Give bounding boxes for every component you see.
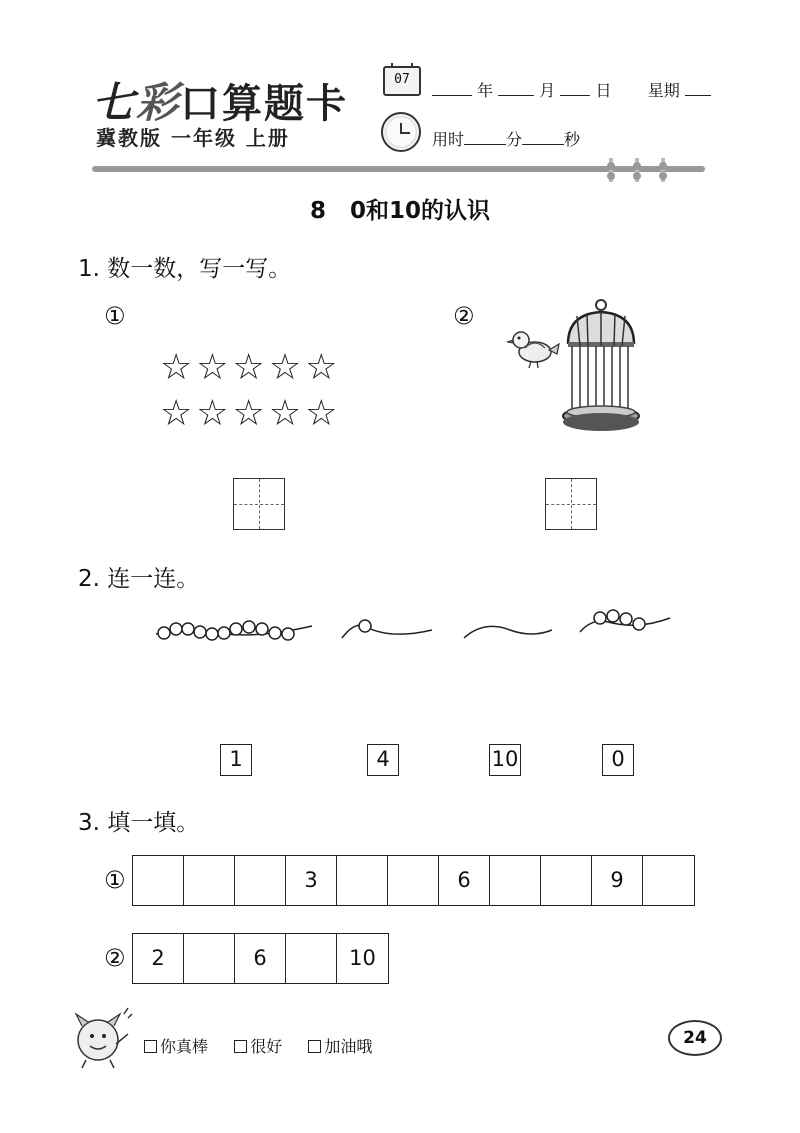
pin-icon [632, 158, 642, 182]
item1-label: ① [104, 302, 126, 330]
stars-row: ☆☆☆☆☆ [160, 393, 342, 434]
sequence-cell: 10 [349, 946, 376, 970]
bead-string-0 [460, 612, 556, 648]
section3-title: 3. 填一填。 [78, 810, 200, 836]
eval-option-2: 很好 [250, 1037, 283, 1056]
checkbox-icon[interactable] [308, 1040, 321, 1053]
row2-label: ② [104, 944, 126, 972]
section1-title: 1. 数一数，写一写。 [78, 256, 292, 282]
pin-icon [606, 158, 616, 182]
page-number: 24 [668, 1020, 722, 1056]
bead-string-10 [152, 612, 318, 648]
stars-row: ☆☆☆☆☆ [160, 347, 342, 388]
pin-icon [658, 158, 668, 182]
time-line [432, 127, 580, 150]
checkbox-icon[interactable] [144, 1040, 157, 1053]
brand-cai: 彩 [136, 78, 181, 127]
self-evaluation [144, 1034, 372, 1057]
answer-box-1[interactable] [233, 478, 285, 530]
sequence-cell[interactable] [133, 856, 184, 905]
checkbox-icon[interactable] [234, 1040, 247, 1053]
sequence-cell[interactable] [388, 856, 439, 905]
eval-option-3: 加油哦 [324, 1037, 373, 1056]
sequence-cell: 6 [439, 856, 490, 905]
brand-qi: 七 [92, 78, 137, 127]
date-month-label: 月 [539, 81, 556, 100]
number-box[interactable]: 10 [489, 744, 521, 776]
time-min-label: 分 [506, 130, 523, 149]
lesson-title: 8 0和10的认识 [309, 198, 491, 224]
sequence-cell: 2 [133, 934, 184, 983]
edition-label: 冀教版 一年级 上册 [96, 126, 290, 150]
mascot-icon [68, 1004, 134, 1070]
answer-box-2[interactable] [545, 478, 597, 530]
clock-icon [381, 112, 421, 152]
sequence-cell[interactable] [286, 934, 337, 983]
number-box[interactable]: 1 [220, 744, 252, 776]
date-day-label: 日 [595, 81, 612, 100]
brand-title: 口算题卡 [180, 80, 349, 127]
sequence-cell: 9 [592, 856, 643, 905]
number-box[interactable]: 4 [367, 744, 399, 776]
bead-string-1 [340, 612, 436, 648]
time-sec-label: 秒 [564, 130, 581, 149]
sequence-cell: 3 [286, 856, 337, 905]
sequence-cell[interactable] [643, 856, 694, 905]
row1-label: ① [104, 866, 126, 894]
sequence-cell[interactable] [184, 856, 235, 905]
eval-option-1: 你真棒 [160, 1037, 209, 1056]
number-sequence-row-2 [132, 933, 389, 984]
date-week-label: 星期 [647, 81, 680, 100]
item2-label: ② [453, 302, 475, 330]
sequence-cell[interactable] [235, 856, 286, 905]
sequence-cell: 6 [235, 934, 286, 983]
time-used-label: 用时 [432, 130, 465, 149]
bird-icon [505, 326, 561, 370]
calendar-icon: 07 [383, 66, 421, 96]
sequence-cell[interactable] [337, 856, 388, 905]
sequence-cell[interactable] [490, 856, 541, 905]
number-box[interactable]: 0 [602, 744, 634, 776]
sequence-cell[interactable] [184, 934, 235, 983]
brand-logo [92, 70, 348, 130]
sequence-cell[interactable] [541, 856, 592, 905]
section2-title: 2. 连一连。 [78, 566, 200, 592]
number-sequence-row-1 [132, 855, 695, 906]
star-group [160, 345, 341, 437]
birdcage-image [560, 298, 642, 434]
date-line [432, 78, 711, 101]
bead-string-4 [578, 604, 674, 644]
date-year-label: 年 [477, 81, 494, 100]
